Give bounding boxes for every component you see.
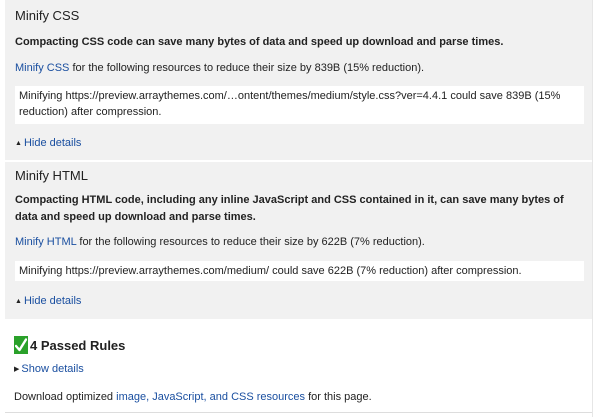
rule-description: [15, 62, 580, 74]
detail-item: Minifying https://preview.arraythemes.com/…ontent/themes/medium/style.css?ver=4.4.1 could save 839B (15% reduction) after compression.: [15, 86, 584, 124]
download-resources-link[interactable]: image, JavaScript, and CSS resources: [116, 391, 306, 403]
rule-description-text: for the following resources to reduce their size by 839B (15% reduction).: [69, 62, 425, 74]
minify-css-link[interactable]: Minify CSS: [15, 62, 70, 74]
rule-description-text: for the following resources to reduce their size by 622B (7% reduction).: [76, 236, 425, 248]
rule-title: Minify CSS: [15, 8, 80, 23]
hide-details-toggle[interactable]: [15, 295, 81, 307]
detail-item: Minifying https://preview.arraythemes.com/medium/ could save 622B (7% reduction) after compression.: [15, 261, 584, 281]
rule-summary: Compacting HTML code, including any inline JavaScript and CSS contained in it, can save many bytes of data and speed up download and parse times.: [15, 194, 564, 223]
passed-rules-header: [14, 336, 125, 354]
minify-html-link[interactable]: Minify HTML: [15, 236, 77, 248]
divider: [5, 412, 592, 413]
download-suffix: for this page.: [305, 391, 372, 403]
download-optimized-line: [14, 391, 372, 403]
rule-minify-css: [5, 0, 592, 160]
triangle-right-icon: ▶: [14, 366, 20, 373]
hide-details-toggle[interactable]: [15, 137, 81, 149]
triangle-up-icon: ▲: [15, 297, 22, 305]
divider: [592, 0, 593, 417]
rule-summary: Compacting CSS code can save many bytes of data and speed up download and parse times.: [15, 36, 504, 48]
rule-minify-html: [5, 162, 592, 319]
rule-description: [15, 236, 580, 248]
passed-rules-title: 4 Passed Rules: [30, 337, 126, 353]
triangle-up-icon: ▲: [15, 139, 22, 147]
toggle-label: Hide details: [23, 295, 82, 307]
rule-title: Minify HTML: [15, 168, 88, 183]
toggle-label: Show details: [21, 363, 84, 375]
show-details-toggle[interactable]: [14, 363, 84, 375]
toggle-label: Hide details: [23, 137, 82, 149]
download-prefix: Download optimized: [14, 391, 117, 403]
checkmark-icon: [14, 336, 28, 354]
